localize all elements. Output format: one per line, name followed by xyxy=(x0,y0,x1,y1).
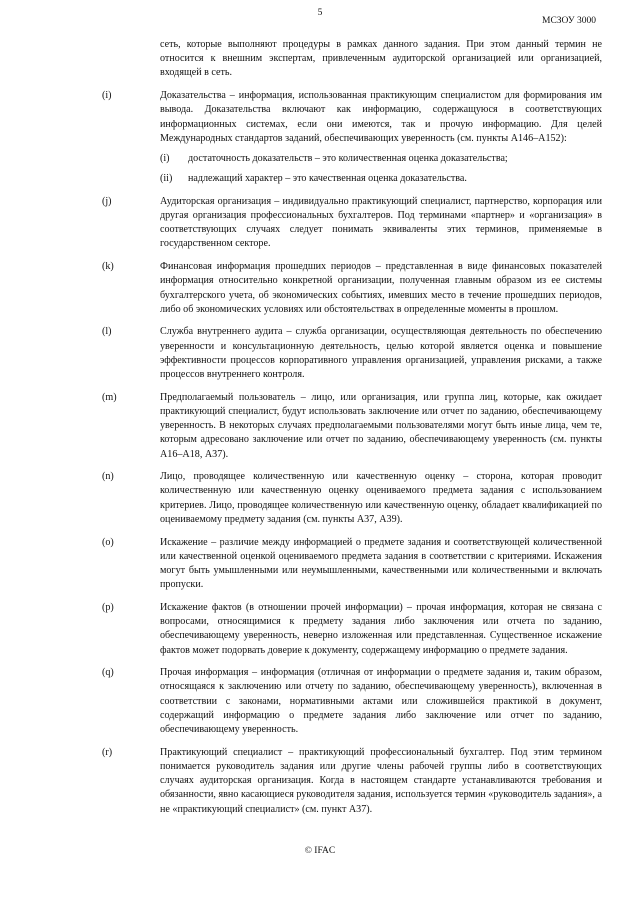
item-marker: (r) xyxy=(102,746,113,758)
item-text: Финансовая информация прошедших периодов – представленная в виде финансовых показателей информация относительно конкретной организации, полученная главным образом из ее системы бухгалтерского учета, об экономических событиях, имевших место в течение прошедших периодов, либо об экономических условиях или обстоятельствах в определенные моменты в прошлом. xyxy=(160,261,602,315)
definition-item-m xyxy=(102,391,602,462)
item-marker: (i) xyxy=(102,90,112,102)
definition-item-r xyxy=(102,746,602,817)
definition-item-i xyxy=(102,89,602,186)
sub-item-ii xyxy=(160,172,602,186)
item-marker: (p) xyxy=(102,601,114,613)
definition-item-n xyxy=(102,470,602,527)
item-text: Служба внутреннего аудита – служба организации, осуществляющая деятельность по обеспечению уверенности и консультационную деятельность, целью которой является оценка и повышение эффективности процессов корпоративного управления организацией, управления рисками, а также процессов внутреннего контроля. xyxy=(160,326,602,381)
item-marker: (m) xyxy=(102,391,117,403)
definition-item-o xyxy=(102,536,602,593)
item-marker: (n) xyxy=(102,471,114,483)
item-text: Аудиторская организация – индивидуально практикующий специалист, партнерство, корпорация или другая организация профессиональных бухгалтеров. Под терминами «партнер» и «организация» в соответствующих случаях следует понимать эквиваленты этих терминов, применяемые в государственном секторе. xyxy=(160,195,602,250)
document-code: МСЗОУ 3000 xyxy=(542,16,596,26)
item-text: Искажение – различие между информацией о предмете задания и соответствующей количественной или качественной оценкой оцениваемого предмета задания в соответствии с критериями. Искажения могут быть умышленными или неумышленными, качественными или количественными и включать пропуски. xyxy=(160,536,602,591)
intro-paragraph: сеть, которые выполняют процедуры в рамках данного задания. При этом данный термин не относится к внешним экспертам, привлеченным аудиторской организацией или организацией, входящей в сеть. xyxy=(160,39,602,79)
sub-item-i xyxy=(160,152,602,166)
item-text: Искажение фактов (в отношении прочей информации) – прочая информация, которая не связана с вопросами, относящимися к предмету задания либо заключения или отчета по заданию, обеспечивающему уверенность, неверно изложенная или представленная. Существенное искажение фактов может подорвать доверие к документу, содержащему информацию о предмете задания. xyxy=(160,601,602,656)
definition-item-j xyxy=(102,195,602,252)
item-text: Практикующий специалист – практикующий профессиональный бухгалтер. Под этим термином понимается руководитель задания или другие члены рабочей группы либо в соответствующих случаях аудиторская организация. Когда в настоящем стандарте устанавливаются требования и обязанности, явно касающиеся руководителя задания, используется термин «руководитель задания», а не «практикующий специалист» (см. пункт А37). xyxy=(160,746,602,815)
item-text: Предполагаемый пользователь – лицо, или организация, или группа лиц, которые, как ожидает практикующий специалист, будут использовать заключение или отчет по заданию, обеспечивающему уверенность. В некоторых случаях предполагаемыми пользователями могут быть иные лица, чем те, которым адресовано заключение или отчет по заданию, обеспечивающему уверенность (см. пункты А16–А18, А37). xyxy=(160,391,602,460)
item-marker: (k) xyxy=(102,261,114,273)
sub-item-text: достаточность доказательств – это количественная оценка доказательства; xyxy=(188,152,508,164)
page-number: 5 xyxy=(317,8,323,18)
item-text: Лицо, проводящее количественную или качественную оценку – сторона, которая проводит количественную или качественную оценку оцениваемого предмета задания с использованием критериев. Лицо, проводящее количественную или качественную оценку, обладает квалификацией по оцениваемому предмету задания (см. пункты А37, А39). xyxy=(160,471,602,525)
sub-item-marker: (ii) xyxy=(160,173,173,185)
item-marker: (l) xyxy=(102,326,112,338)
sub-item-marker: (i) xyxy=(160,152,170,164)
sub-item-text: надлежащий характер – это качественная оценка доказательства. xyxy=(188,173,467,185)
item-marker: (q) xyxy=(102,667,114,679)
item-text: Прочая информация – информация (отличная от информации о предмете задания и, таким образом, относящаяся к заключению или отчету по заданию, обеспечивающему уверенность), включенная в соответствии с законами, нормативными актами или сложившейся практикой в документ, содержащий информацию о предмете задания либо заключение или отчет по заданию, обеспечивающему уверенность. xyxy=(160,667,602,736)
item-marker: (o) xyxy=(102,536,114,548)
item-text: Доказательства – информация, использованная практикующим специалистом для формирования им вывода. Доказательства включают как информацию, содержащуюся в соответствующих информационных системах, если они имеются, так и прочую информацию. Для целей Международных стандартов заданий, обеспечивающих уверенность (см. пункты А146–А152): xyxy=(160,90,602,144)
definition-item-k xyxy=(102,260,602,317)
definition-item-l xyxy=(102,325,602,382)
copyright-footer: © IFAC xyxy=(304,846,336,856)
definition-item-p xyxy=(102,601,602,658)
document-body xyxy=(102,38,602,817)
item-marker: (j) xyxy=(102,195,112,207)
sub-list xyxy=(160,152,602,186)
definition-item-q xyxy=(102,666,602,737)
